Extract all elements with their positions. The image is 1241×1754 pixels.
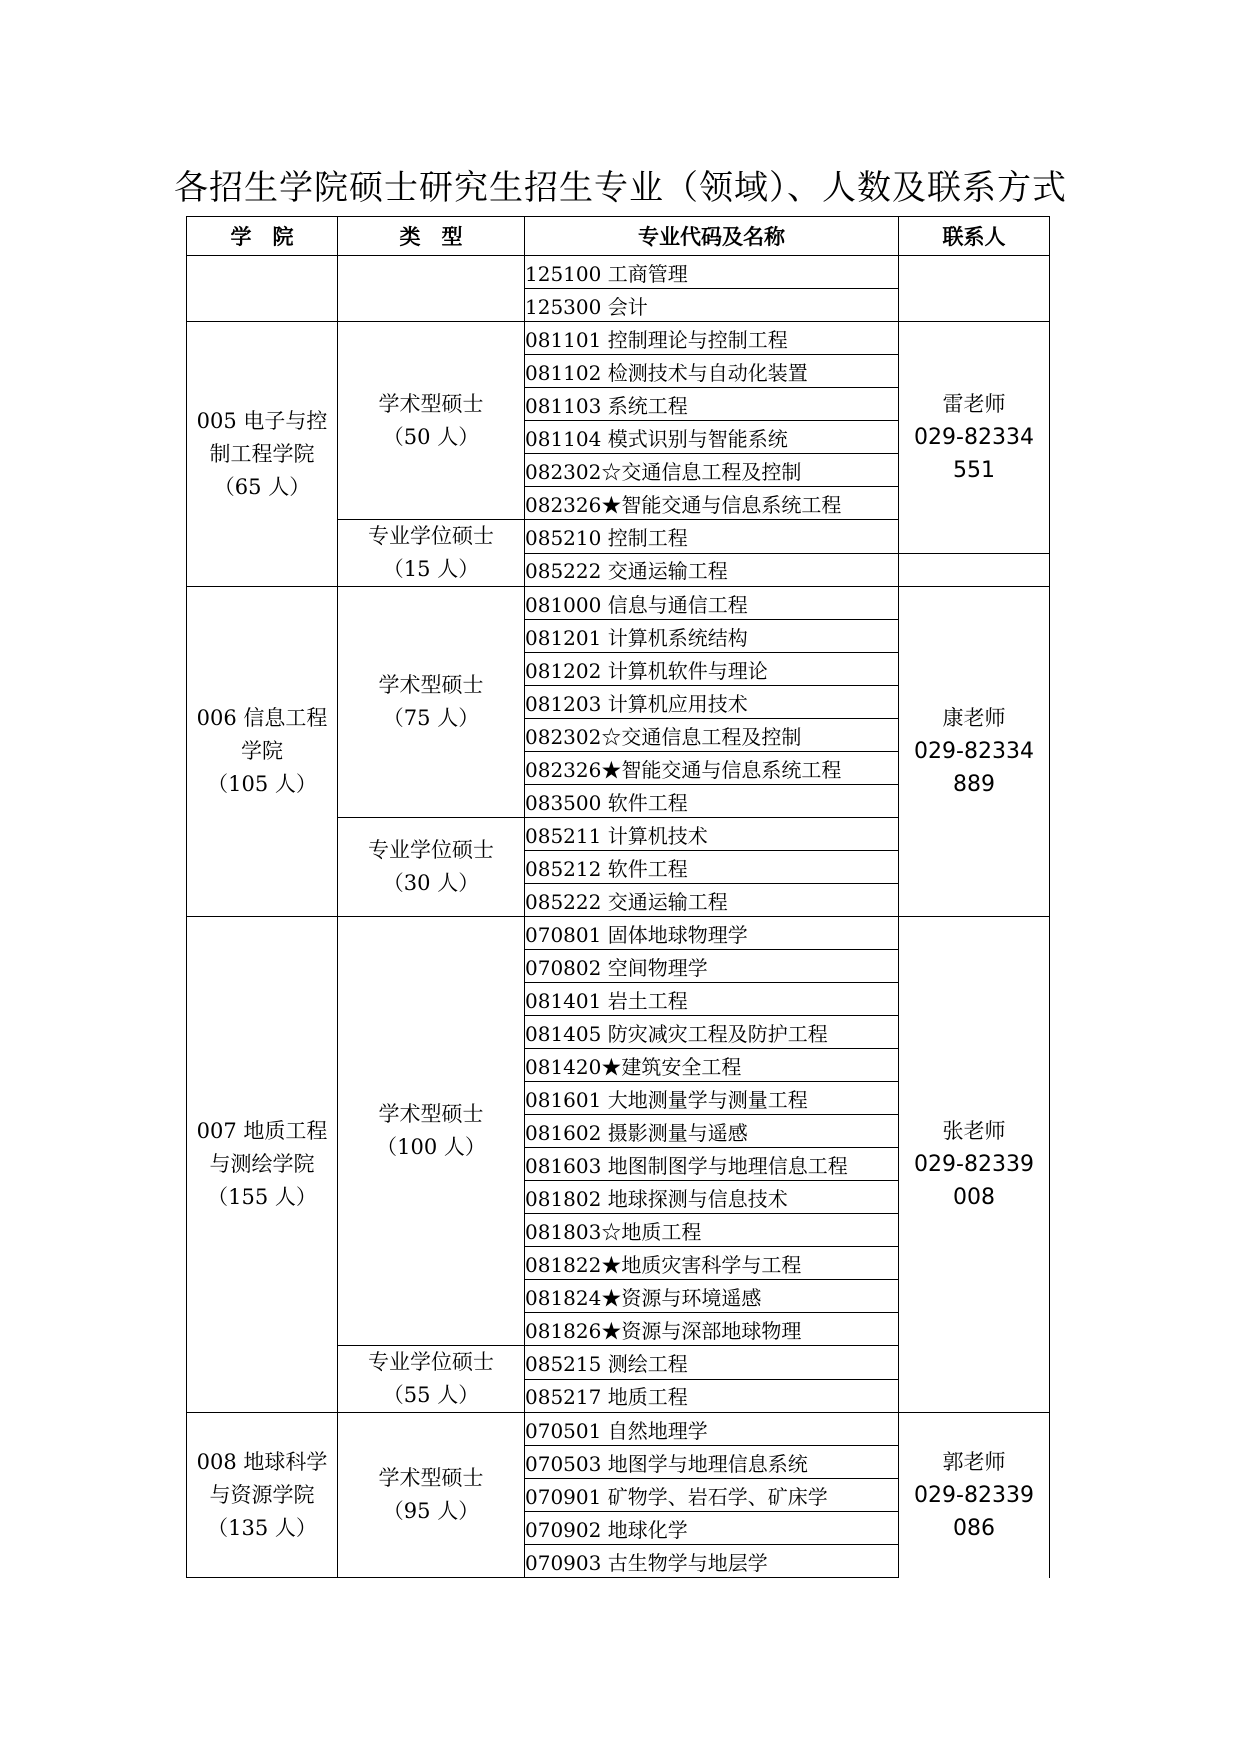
- college-005: [187, 322, 338, 587]
- type-count: （15 人）: [382, 557, 480, 581]
- major-item: 085222 交通运输工程: [525, 553, 899, 587]
- major-item: 081104 模式识别与智能系统: [525, 421, 899, 454]
- college-007: [187, 917, 338, 1413]
- type-academic: [338, 917, 525, 1346]
- type-count: （75 人）: [382, 706, 480, 730]
- college-cell-empty: [187, 256, 338, 322]
- type-label: 学术型硕士: [378, 391, 484, 416]
- college-name-line2: 与资源学院: [209, 1482, 315, 1507]
- college-count: （65 人）: [213, 474, 311, 499]
- contact-phone-line2: 086: [953, 1515, 995, 1541]
- major-item: 081103 系统工程: [525, 388, 899, 421]
- major-item: 125300 会计: [525, 289, 899, 322]
- document-title: 各招生学院硕士研究生招生专业（领域）、人数及联系方式: [174, 168, 1067, 208]
- major-item: 083500 软件工程: [525, 785, 899, 818]
- major-item: 081822★地质灾害科学与工程: [525, 1247, 899, 1280]
- type-label: 专业学位硕士: [368, 838, 494, 862]
- major-item: 081405 防灾减灾工程及防护工程: [525, 1016, 899, 1049]
- type-label: 学术型硕士: [378, 673, 484, 697]
- contact-008: [899, 1413, 1050, 1578]
- major-item: 085222 交通运输工程: [525, 884, 899, 917]
- college-name-line2: 制工程学院: [209, 441, 315, 466]
- college-name-line2: 与测绘学院: [209, 1152, 315, 1176]
- type-label: 学术型硕士: [378, 1102, 484, 1126]
- major-item: 081203 计算机应用技术: [525, 686, 899, 719]
- table-row: [187, 917, 1050, 950]
- contact-name: 雷老师: [942, 391, 1006, 416]
- major-item: 081826★资源与深部地球物理: [525, 1313, 899, 1346]
- type-academic: [338, 1413, 525, 1578]
- type-count: （95 人）: [382, 1499, 480, 1523]
- major-item: 070903 古生物学与地层学: [525, 1545, 899, 1578]
- college-count: （135 人）: [207, 1515, 317, 1540]
- major-item: 081824★资源与环境遥感: [525, 1280, 899, 1313]
- table-header-row: [187, 217, 1050, 256]
- major-item: 081601 大地测量学与测量工程: [525, 1082, 899, 1115]
- college-name-line2: 学院: [241, 739, 283, 763]
- contact-phone-line2: 889: [953, 772, 995, 797]
- type-academic: [338, 322, 525, 520]
- major-item: 081420★建筑安全工程: [525, 1049, 899, 1082]
- contact-phone-line1: 029-82334: [914, 424, 1034, 450]
- contact-phone-line2: 008: [953, 1185, 995, 1210]
- college-count: （155 人）: [207, 1185, 317, 1209]
- major-item: 081802 地球探测与信息技术: [525, 1181, 899, 1214]
- college-006: [187, 587, 338, 917]
- admissions-table: [186, 216, 1050, 1578]
- contact-name: 张老师: [942, 1119, 1006, 1143]
- table-row: [187, 322, 1050, 355]
- major-item: 081201 计算机系统结构: [525, 620, 899, 653]
- major-item: 070802 空间物理学: [525, 950, 899, 983]
- college-name-line1: 007 地质工程: [196, 1119, 328, 1143]
- header-major: 专业代码及名称: [525, 217, 899, 256]
- major-item: 082326★智能交通与信息系统工程: [525, 487, 899, 520]
- type-academic: [338, 587, 525, 818]
- major-item: 081202 计算机软件与理论: [525, 653, 899, 686]
- contact-phone-line1: 029-82334: [914, 739, 1034, 764]
- type-cell-empty: [338, 256, 525, 322]
- contact-006: [899, 587, 1050, 917]
- major-item: 070901 矿物学、岩石学、矿床学: [525, 1479, 899, 1512]
- type-count: （100 人）: [376, 1135, 486, 1159]
- major-item: 085215 测绘工程: [525, 1346, 899, 1380]
- contact-cell-empty: [899, 256, 1050, 322]
- major-item: 070503 地图学与地理信息系统: [525, 1446, 899, 1479]
- major-item: 085210 控制工程: [525, 520, 899, 554]
- contact-name: 康老师: [942, 706, 1006, 730]
- major-item: 082326★智能交通与信息系统工程: [525, 752, 899, 785]
- college-008: [187, 1413, 338, 1578]
- header-contact: 联系人: [899, 217, 1050, 256]
- contact-phone-line1: 029-82339: [914, 1482, 1034, 1508]
- college-name-line1: 005 电子与控: [196, 408, 328, 433]
- type-professional: [338, 818, 525, 917]
- college-count: （105 人）: [207, 772, 317, 796]
- major-item: 081401 岩土工程: [525, 983, 899, 1016]
- type-professional: [338, 1346, 525, 1413]
- major-item: 081101 控制理论与控制工程: [525, 322, 899, 355]
- type-label: 专业学位硕士: [368, 524, 494, 548]
- type-count: （30 人）: [382, 871, 480, 895]
- type-count: （50 人）: [382, 424, 480, 449]
- contact-cell-empty: [899, 553, 1050, 587]
- major-item: 082302☆交通信息工程及控制: [525, 719, 899, 752]
- type-label: 学术型硕士: [378, 1466, 484, 1490]
- college-name-line1: 006 信息工程: [196, 706, 328, 730]
- major-item: 125100 工商管理: [525, 256, 899, 289]
- type-professional: [338, 520, 525, 587]
- major-item: 081602 摄影测量与遥感: [525, 1115, 899, 1148]
- college-name-line1: 008 地球科学: [196, 1449, 328, 1474]
- contact-phone-line1: 029-82339: [914, 1152, 1034, 1177]
- type-count: （55 人）: [382, 1383, 480, 1407]
- table-row: [187, 587, 1050, 620]
- major-item: 085212 软件工程: [525, 851, 899, 884]
- contact-007: [899, 917, 1050, 1413]
- major-item: 070501 自然地理学: [525, 1413, 899, 1446]
- header-college: 学 院: [187, 217, 338, 256]
- major-item: 082302☆交通信息工程及控制: [525, 454, 899, 487]
- major-item: 081000 信息与通信工程: [525, 587, 899, 620]
- table-row: [187, 1413, 1050, 1446]
- table-row: [187, 256, 1050, 289]
- major-item: 070902 地球化学: [525, 1512, 899, 1545]
- type-label: 专业学位硕士: [368, 1350, 494, 1374]
- contact-phone-line2: 551: [953, 457, 995, 483]
- major-item: 085211 计算机技术: [525, 818, 899, 851]
- header-type: 类 型: [338, 217, 525, 256]
- contact-005: [899, 322, 1050, 554]
- major-item: 085217 地质工程: [525, 1379, 899, 1413]
- major-item: 081102 检测技术与自动化装置: [525, 355, 899, 388]
- contact-name: 郭老师: [942, 1449, 1006, 1474]
- major-item: 081803☆地质工程: [525, 1214, 899, 1247]
- major-item: 081603 地图制图学与地理信息工程: [525, 1148, 899, 1181]
- major-item: 070801 固体地球物理学: [525, 917, 899, 950]
